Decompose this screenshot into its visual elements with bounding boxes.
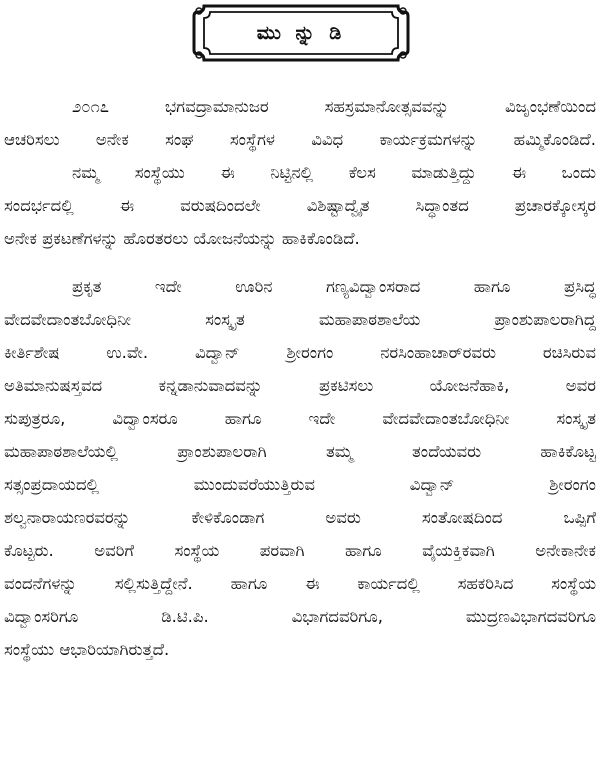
text-line: ವಂದನೆಗಳನ್ನು ಸಲ್ಲಿಸುತ್ತಿದ್ದೇನೆ. ಹಾಗೂ ಈ ಕಾರ್ಯದಲ್ಲಿ ಸಹಕರಿಸಿದ ಸಂಸ್ಥೆಯ [4,574,596,593]
text-line: ಆಚರಿಸಲು ಅನೇಕ ಸಂಘ ಸಂಸ್ಥೆಗಳ ವಿವಿಧ ಕಾರ್ಯಕ್ರಮಗಳನ್ನು ಹಮ್ಮಿಕೊಂಡಿದೆ. [4,130,596,149]
title-frame [190,2,412,64]
text-line: ಶಲ್ವನಾರಾಯಣರವರನ್ನು ಕೇಳಿಕೊಂಡಾಗ ಅವರು ಸಂತೋಷದಿಂದ ಒಪ್ಪಿಗೆ [4,508,596,527]
text-line: ನಮ್ಮ ಸಂಸ್ಥೆಯು ಈ ನಿಟ್ಟಿನಲ್ಲಿ ಕೆಲಸ ಮಾಡುತ್ತಿದ್ದು ಈ ಒಂದು [72,163,596,182]
text-line: ಸಂಸ್ಥೆಯು ಆಭಾರಿಯಾಗಿರುತ್ತದೆ. [4,640,170,659]
document-body [4,90,596,666]
paragraph [4,270,596,666]
text-line: ೨೦೧೭ ಭಗವದ್ರಾಮಾನುಜರ ಸಹಸ್ರಮಾನೋತ್ಸವವನ್ನು ವಿಜೃಂಭಣೆಯಿಂದ [72,97,596,116]
text-line: ಪ್ರಕೃತ ಇದೇ ಊರಿನ ಗಣ್ಯವಿದ್ವಾಂಸರಾದ ಹಾಗೂ ಪ್ರಸಿದ್ಧ [72,277,596,296]
text-line: ಅನೇಕ ಪ್ರಕಟಣೆಗಳನ್ನು ಹೊರತರಲು ಯೋಜನೆಯನ್ನು ಹಾಕಿಕೊಂಡಿದೆ. [4,229,360,248]
text-line: ಅತಿಮಾನುಷಸ್ತವದ ಕನ್ನಡಾನುವಾದವನ್ನು ಪ್ರಕಟಿಸಲು ಯೋಜನೆಹಾಕಿ, ಅವರ [4,376,596,395]
page-title: ಮು ನ್ನು ಡಿ [256,22,346,44]
text-line: ಸತ್ಸಂಪ್ರದಾಯದಲ್ಲಿ ಮುಂದುವರೆಯುತ್ತಿರುವ ವಿದ್ವಾನ್ ಶ್ರೀರಂಗಂ [4,475,596,494]
text-line: ಸಂದರ್ಭದಲ್ಲಿ ಈ ವರುಷದಿಂದಲೇ ವಿಶಿಷ್ಟಾದ್ವೈತ ಸಿದ್ಧಾಂತದ ಪ್ರಚಾರಕ್ಕೋಸ್ಕರ [4,196,596,215]
text-line: ವಿದ್ವಾಂಸರಿಗೂ ಡಿ.ಟಿ.ಪಿ. ವಿಭಾಗದವರಿಗೂ, ಮುದ್ರಣವಿಭಾಗದವರಿಗೂ [4,607,596,626]
text-line: ಕೊಟ್ಟರು. ಅವರಿಗೆ ಸಂಸ್ಥೆಯ ಪರವಾಗಿ ಹಾಗೂ ವೈಯಕ್ತಿಕವಾಗಿ ಅನೇಕಾನೇಕ [4,541,596,560]
paragraph [4,90,596,255]
text-line: ಸುಪುತ್ರರೂ, ವಿದ್ವಾಂಸರೂ ಹಾಗೂ ಇದೇ ವೇದವೇದಾಂತಬೋಧಿನೀ ಸಂಸ್ಕೃತ [4,409,596,428]
text-line: ಮಹಾಪಾಠಶಾಲೆಯಲ್ಲಿ ಪ್ರಾಂಶುಪಾಲರಾಗಿ ತಮ್ಮ ತಂದೆಯವರು ಹಾಕಿಕೊಟ್ಟ [4,442,596,461]
text-line: ಕೀರ್ತಿಶೇಷ ಉ.ವೇ. ವಿದ್ವಾನ್ ಶ್ರೀರಂಗಂ ನರಸಿಂಹಾಚಾರ್‌ರವರು ರಚಿಸಿರುವ [4,343,596,362]
text-line: ವೇದವೇದಾಂತಬೋಧಿನೀ ಸಂಸ್ಕೃತ ಮಹಾಪಾಠಶಾಲೆಯ ಪ್ರಾಂಶುಪಾಲರಾಗಿದ್ದ [4,310,596,329]
